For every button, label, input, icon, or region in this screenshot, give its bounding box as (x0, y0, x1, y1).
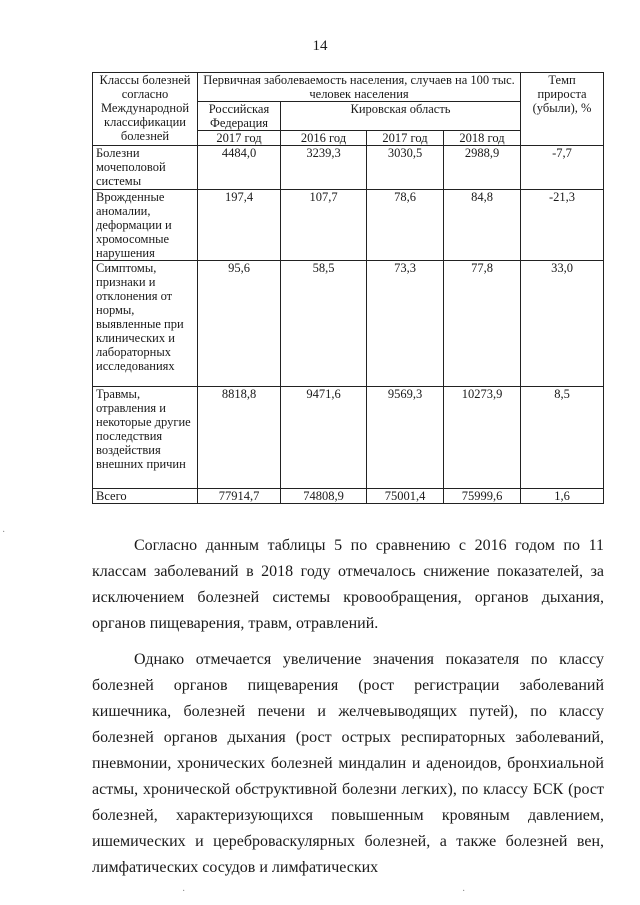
cell-growth: -21,3 (521, 190, 604, 261)
header-year-2016: 2016 год (281, 131, 367, 146)
cell-2017: 78,6 (367, 190, 444, 261)
cell-2018: 77,8 (444, 261, 521, 387)
cell-2017: 73,3 (367, 261, 444, 387)
table-row (93, 387, 604, 489)
header-year-rf: 2017 год (198, 131, 281, 146)
cell-2017: 9569,3 (367, 387, 444, 489)
row-class-name: Врожденные аномалии, деформации и хромосомные нарушения (93, 190, 198, 261)
scan-speck: · (2, 527, 6, 538)
cell-growth: 8,5 (521, 387, 604, 489)
table-row (93, 146, 604, 190)
cell-2018: 75999,6 (444, 489, 521, 504)
header-kirov: Кировская область (281, 102, 521, 131)
header-growth: Темп прироста (убыли), % (521, 73, 604, 146)
header-year-2018: 2018 год (444, 131, 521, 146)
cell-2017: 75001,4 (367, 489, 444, 504)
cell-2016: 3239,3 (281, 146, 367, 190)
header-year-2017: 2017 год (367, 131, 444, 146)
cell-2017: 3030,5 (367, 146, 444, 190)
cell-2016: 58,5 (281, 261, 367, 387)
body-text (92, 533, 604, 891)
row-class-name: Всего (93, 489, 198, 504)
cell-2016: 107,7 (281, 190, 367, 261)
cell-2018: 2988,9 (444, 146, 521, 190)
table-row (93, 190, 604, 261)
table-row (93, 261, 604, 387)
cell-2016: 9471,6 (281, 387, 367, 489)
cell-rf: 4484,0 (198, 146, 281, 190)
cell-rf: 197,4 (198, 190, 281, 261)
scan-speck: · (462, 886, 466, 897)
paragraph: Однако отмечается увеличение значения показателя по классу болезней органов пищеварения (рост регистрации заболеваний кишечника, болезней печени и желчевыводящих путей), по классу болезней органов дыхания (рост острых респираторных заболеваний, пневмонии, хронических болезней миндалин и аденоидов, бронхиальной астмы, хронической обструктивной болезни легких), по классу БСК (рост болезней, характеризующихся повышенным кровяным давлением, ишемических и цереброваскулярных болезней, а также болезней вен, лимфатических сосудов и лимфатических (92, 651, 604, 876)
scan-speck: · (182, 886, 186, 897)
cell-rf: 8818,8 (198, 387, 281, 489)
header-primary: Первичная заболеваемость населения, случаев на 100 тыс. человек населения (198, 73, 521, 102)
table-row (93, 489, 604, 504)
header-class: Классы болезней согласно Международной классификации болезней (93, 73, 198, 146)
morbidity-table (92, 72, 604, 504)
cell-growth: -7,7 (521, 146, 604, 190)
row-class-name: Травмы, отравления и некоторые другие последствия воздействия внешних причин (93, 387, 198, 489)
cell-rf: 95,6 (198, 261, 281, 387)
page-number: 14 (312, 38, 328, 54)
paragraph: Согласно данным таблицы 5 по сравнению с 2016 годом по 11 классам заболеваний в 2018 году отмечалось снижение показателей, за исключением болезней системы кровообращения, органов дыхания, органов пищеварения, травм, отравлений. (92, 537, 604, 632)
cell-rf: 77914,7 (198, 489, 281, 504)
row-class-name: Болезни мочеполовой системы (93, 146, 198, 190)
row-class-name: Симптомы, признаки и отклонения от нормы, выявленные при клинических и лабораторных исследованиях (93, 261, 198, 387)
cell-growth: 33,0 (521, 261, 604, 387)
header-rf: Российская Федерация (198, 102, 281, 131)
cell-2018: 10273,9 (444, 387, 521, 489)
cell-2016: 74808,9 (281, 489, 367, 504)
cell-2018: 84,8 (444, 190, 521, 261)
cell-growth: 1,6 (521, 489, 604, 504)
